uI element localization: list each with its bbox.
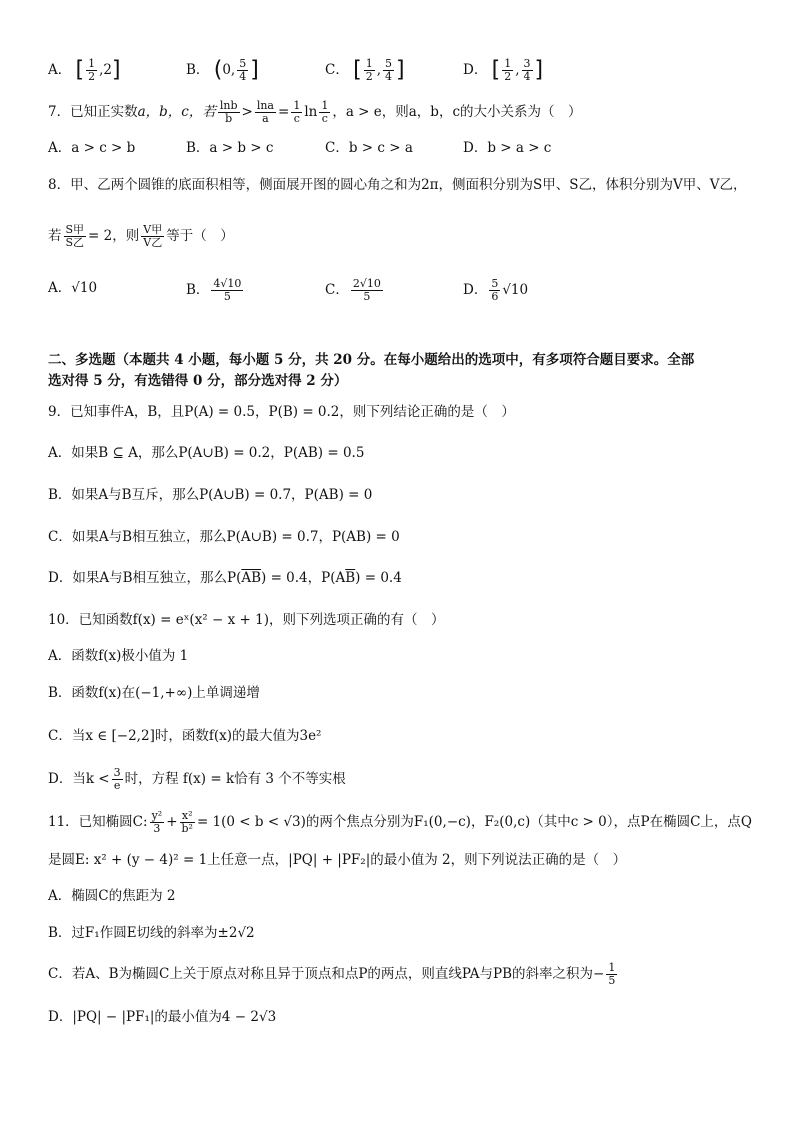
interval-rest: ,2 bbox=[99, 62, 113, 78]
option-label: C． bbox=[325, 62, 349, 78]
q8-option-d bbox=[463, 278, 528, 303]
denominator: b bbox=[225, 112, 233, 125]
denominator: S乙 bbox=[65, 236, 85, 249]
denominator: a bbox=[262, 112, 269, 125]
section-2-header-line2: 选对得 5 分，有选错得 0 分，部分选对得 2 分） bbox=[48, 373, 348, 389]
bracket: ] bbox=[534, 57, 544, 83]
option-label: D． bbox=[463, 62, 488, 78]
bracket: ( bbox=[213, 57, 223, 83]
denominator: 4 bbox=[523, 70, 531, 83]
option-value: √10 bbox=[71, 280, 98, 296]
fraction bbox=[64, 224, 87, 249]
fraction bbox=[180, 810, 195, 835]
numerator: 5 bbox=[385, 57, 393, 70]
denominator: 5 bbox=[223, 290, 231, 303]
q8-option-c bbox=[325, 278, 385, 303]
bracket: [ bbox=[353, 57, 362, 83]
q9-option-a: A．如果B ⊆ A，那么P(A∪B) = 0.2，P(AB) = 0.5 bbox=[48, 445, 365, 461]
denominator: 5 bbox=[363, 290, 371, 303]
option-value: √10 bbox=[502, 282, 529, 298]
q11-stem-line2: 是圆E: x² + (y − 4)² = 1上任意一点，|PQ| + |PF₂|的最小值为 2，则下列说法正确的是（ ） bbox=[48, 852, 627, 868]
section-2-header-line1: 二、多选题（本题共 4 小题，每小题 5 分，共 20 分。在每小题给出的选项中，有多项符合题目要求。全部 bbox=[48, 352, 695, 368]
denominator: e bbox=[113, 779, 121, 792]
stem-text: 等于（ ） bbox=[166, 228, 234, 244]
bracket: ] bbox=[250, 57, 259, 83]
q7-option-a: A．a > c > b bbox=[48, 140, 136, 156]
operator: > bbox=[241, 104, 253, 120]
denominator: 6 bbox=[491, 290, 499, 303]
denominator: c bbox=[293, 112, 300, 125]
numerator: 1 bbox=[88, 57, 96, 70]
q10-stem: 10．已知函数f(x) = eˣ(x² − x + 1)，则下列选项正确的有（ ） bbox=[48, 612, 445, 628]
complement-event: $\overline{AB}$ bbox=[241, 570, 262, 586]
q9-option-b: B．如果A与B互斥，那么P(A∪B) = 0.7，P(AB) = 0 bbox=[48, 487, 373, 503]
denominator: 4 bbox=[385, 70, 393, 83]
fraction bbox=[211, 278, 243, 303]
numerator: lna bbox=[256, 99, 274, 112]
option-label: A． bbox=[48, 62, 72, 78]
variables: a，b，c，若 bbox=[137, 104, 216, 120]
option-text: D．如果A与B相互独立，那么P( bbox=[48, 570, 242, 586]
stem-text: ，a > e，则a，b，c的大小关系为（ ） bbox=[332, 104, 582, 120]
fraction bbox=[364, 58, 375, 83]
stem-text: = 2，则 bbox=[88, 228, 140, 244]
fraction bbox=[351, 278, 383, 303]
operator: = bbox=[278, 104, 290, 120]
interval-start: 0, bbox=[222, 62, 236, 78]
q11-option-b: B．过F₁作圆E切线的斜率为±2√2 bbox=[48, 925, 255, 941]
q10-option-a: A．函数f(x)极小值为 1 bbox=[48, 648, 189, 664]
q8-option-b bbox=[186, 278, 245, 303]
numerator: x² bbox=[181, 809, 193, 822]
option-text: D．当k < bbox=[48, 771, 110, 787]
denominator: 2 bbox=[365, 70, 373, 83]
fraction bbox=[141, 224, 164, 249]
fraction bbox=[319, 100, 330, 125]
numerator: 1 bbox=[321, 99, 329, 112]
q8-stem-line1: 8．甲、乙两个圆锥的底面积相等，侧面展开图的圆心角之和为2π，侧面积分别为S甲、S乙，体积分别为V甲、V乙， bbox=[48, 177, 747, 193]
numerator: y² bbox=[151, 809, 163, 822]
numerator: 3 bbox=[523, 57, 531, 70]
bracket: ] bbox=[396, 57, 405, 83]
fraction bbox=[150, 810, 165, 835]
numerator: 3 bbox=[113, 766, 121, 779]
denominator: V乙 bbox=[143, 236, 163, 249]
fraction bbox=[255, 100, 276, 125]
denominator: 4 bbox=[239, 70, 247, 83]
numerator: V甲 bbox=[143, 223, 163, 236]
fraction bbox=[606, 962, 617, 987]
denominator: 2 bbox=[88, 70, 96, 83]
fraction bbox=[291, 100, 302, 125]
bracket: ] bbox=[112, 57, 121, 83]
q6-option-b bbox=[186, 58, 259, 83]
option-label: D． bbox=[463, 282, 488, 298]
fraction bbox=[86, 58, 97, 83]
option-label: C． bbox=[325, 282, 349, 298]
q6-option-c bbox=[325, 58, 405, 83]
denominator: 5 bbox=[608, 974, 616, 987]
q11-option-a: A．椭圆C的焦距为 2 bbox=[48, 888, 176, 904]
denominator: b² bbox=[181, 822, 193, 835]
numerator: 5 bbox=[239, 57, 247, 70]
ln-text: ln bbox=[304, 104, 318, 120]
q9-option-c: C．如果A与B相互独立，那么P(A∪B) = 0.7，P(AB) = 0 bbox=[48, 529, 400, 545]
option-text: ) = 0.4，P(A bbox=[261, 570, 346, 586]
q11-stem-line1 bbox=[48, 810, 752, 835]
denominator: c bbox=[321, 112, 328, 125]
option-label: A． bbox=[48, 280, 72, 296]
operator: + bbox=[166, 814, 178, 830]
q7-option-b: B．a > b > c bbox=[186, 140, 274, 156]
option-label: B． bbox=[186, 62, 210, 78]
stem-text: 7．已知正实数 bbox=[48, 104, 138, 120]
option-text: 时，方程 f(x) = k恰有 3 个不等实根 bbox=[124, 771, 346, 787]
q8-option-a bbox=[48, 278, 97, 298]
q6-option-d bbox=[463, 58, 543, 83]
denominator: 3 bbox=[153, 822, 161, 835]
denominator: 2 bbox=[504, 70, 512, 83]
q10-option-d bbox=[48, 767, 346, 792]
comma: , bbox=[376, 62, 382, 78]
fraction bbox=[502, 58, 513, 83]
numerator: S甲 bbox=[65, 223, 85, 236]
q7-option-c: C．b > c > a bbox=[325, 140, 413, 156]
fraction bbox=[489, 278, 500, 303]
comma: , bbox=[515, 62, 520, 78]
q10-option-b: B．函数f(x)在(−1,+∞)上单调递增 bbox=[48, 685, 260, 701]
option-text: C．若A、B为椭圆C上关于原点对称且异于顶点和点P的两点，则直线PA与PB的斜率之积为− bbox=[48, 966, 605, 982]
stem-text: 若 bbox=[48, 228, 62, 244]
q8-stem-line2 bbox=[48, 224, 234, 249]
stem-text: 11．已知椭圆C: bbox=[48, 814, 148, 830]
option-label: B． bbox=[186, 282, 210, 298]
fraction bbox=[383, 58, 394, 83]
q7-option-d: D．b > a > c bbox=[463, 140, 552, 156]
numerator: 1 bbox=[293, 99, 301, 112]
q6-option-a bbox=[48, 58, 121, 83]
fraction bbox=[218, 100, 240, 125]
fraction bbox=[237, 58, 248, 83]
stem-text: = 1(0 < b < √3)的两个焦点分别为F₁(0,−c)，F₂(0,c)（其中c > 0），点P在椭圆C上，点Q bbox=[196, 814, 752, 830]
option-text: ) = 0.4 bbox=[355, 570, 402, 586]
complement-event: $\overline{B}$ bbox=[345, 570, 356, 586]
numerator: lnb bbox=[219, 99, 238, 112]
fraction bbox=[112, 767, 123, 792]
numerator: 2√10 bbox=[352, 277, 381, 290]
q9-option-d bbox=[48, 568, 402, 588]
q11-option-d: D．|PQ| − |PF₁|的最小值为4 − 2√3 bbox=[48, 1009, 277, 1025]
numerator: 4√10 bbox=[213, 277, 242, 290]
bracket: [ bbox=[75, 57, 85, 83]
numerator: 5 bbox=[491, 277, 499, 290]
numerator: 1 bbox=[608, 961, 616, 974]
fraction bbox=[522, 58, 533, 83]
bracket: [ bbox=[491, 57, 501, 83]
q7-stem bbox=[48, 100, 582, 125]
q9-stem: 9．已知事件A，B，且P(A) = 0.5，P(B) = 0.2，则下列结论正确的是（ ） bbox=[48, 404, 515, 420]
q11-option-c bbox=[48, 962, 619, 987]
numerator: 1 bbox=[504, 57, 512, 70]
q10-option-c: C．当x ∈ [−2,2]时，函数f(x)的最大值为3e² bbox=[48, 728, 322, 744]
numerator: 1 bbox=[365, 57, 373, 70]
